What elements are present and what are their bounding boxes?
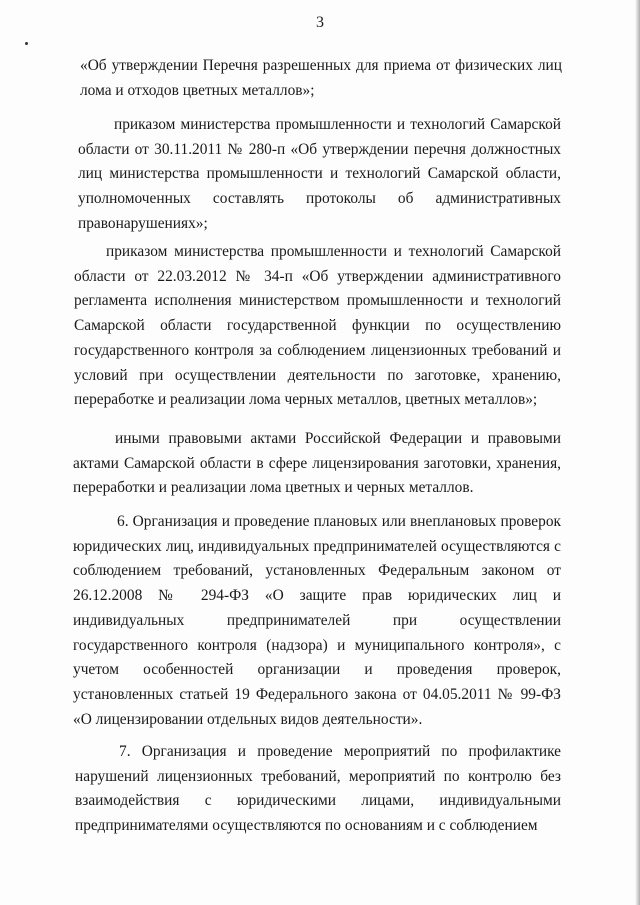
paragraph-section-6: 6. Организация и проведение плановых или внеплановых проверок юридических лиц, индивидуальных предпринимателей осуществляются с соблюдением требований, установленных Федеральным законом от 26.12.2008 № 294-ФЗ «О защите прав юридических лиц и индивидуальных предпринимателей при осуществлении государственного контроля (надзора) и муниципального контроля», с учетом особенностей организации и проведения проверок, установленных статьей 19 Федерального закона от 04.05.2011 № 99-ФЗ «О лицензировании отдельных видов деятельности». <box>73 513 561 728</box>
paragraph-list-item-order-34p: приказом министерства промышленности и технологий Самарской области от 22.03.2012 № 34-п «Об утверждении административного регламента исполнения министерством промышленности и технологий Самарской области государственной функции по осуществлению государственного контроля за соблюдением лицензионных требований и условий при осуществлении деятельности по заготовке, хранению, переработке и реализации лома черных металлов, цветных металлов»; <box>74 243 561 409</box>
paragraph-section-7: 7. Организация и проведение мероприятий по профилактике нарушений лицензионных требований, мероприятий по контролю без взаимодействия с юридическими лицами, индивидуальными предпринимателями осуществляются по основаниям и с соблюдением <box>75 743 561 835</box>
paragraph-list-item-order-280p: приказом министерства промышленности и технологий Самарской области от 30.11.2011 № 280-п «Об утверждении перечня должностных лиц министерства промышленности и технологий Самарской области, уполномоченных составлять протоколы об административных правонарушениях»; <box>78 116 561 232</box>
paragraph-list-item-other-acts: иными правовыми актами Российской Федерации и правовыми актами Самарской области в сфере лицензирования заготовки, хранения, переработки и реализации лома цветных и черных металлов. <box>73 430 561 497</box>
paragraph-list-item-decree-title: «Об утверждении Перечня разрешенных для приема от физических лиц лома и отходов цветных металлов»; <box>80 57 562 99</box>
scan-speck <box>25 42 28 45</box>
scan-shadow-edge <box>635 0 640 905</box>
page-number: 3 <box>316 14 324 31</box>
